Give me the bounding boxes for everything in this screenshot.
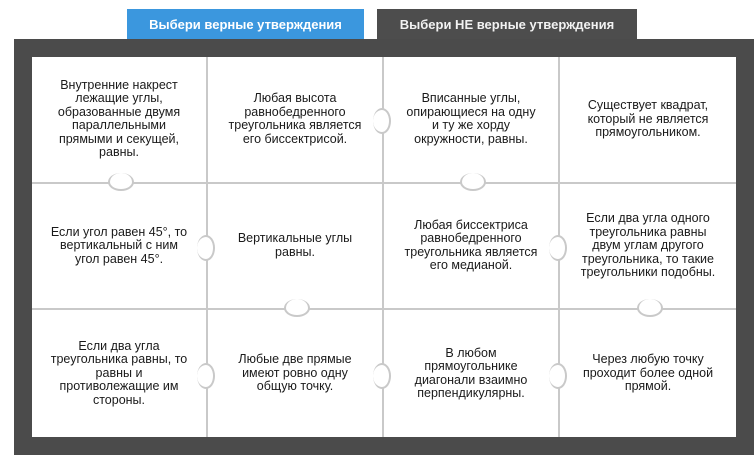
statement-text: Вписанные углы, опирающиеся на одну и ту же хорду окружности, равны. (406, 91, 536, 146)
statement-text: Любая биссектриса равнобедренного треугольника является его медианой. (404, 217, 538, 273)
puzzle-board (14, 39, 754, 455)
statement-tile-11[interactable] (384, 310, 560, 437)
puzzle-knob (197, 235, 215, 261)
statement-tile-10[interactable] (208, 310, 384, 437)
statement-text: Если угол равен 45°, то вертикальный с ним угол равен 45°. (50, 224, 188, 266)
statement-text: Внутренние накрест лежащие углы, образованные двумя параллельными прямыми и секущей, равны. (57, 77, 181, 160)
statement-text: Если два угла одного треугольника равны двум углам другого треугольника, то такие треугольники подобны. (580, 211, 716, 280)
tab-select-false-label: Выбери НЕ верные утверждения (399, 16, 615, 32)
statement-tile-7[interactable] (384, 184, 560, 311)
puzzle-knob (108, 173, 134, 191)
puzzle-knob (197, 363, 215, 389)
puzzle-grid (32, 57, 736, 437)
statement-tile-12[interactable] (560, 310, 736, 437)
tab-select-false[interactable] (377, 9, 637, 39)
statement-tile-5[interactable] (32, 184, 208, 311)
puzzle-knob (460, 173, 486, 191)
statement-tile-9[interactable] (32, 310, 208, 437)
statement-tile-4[interactable] (560, 57, 736, 184)
statement-tile-3[interactable] (384, 57, 560, 184)
statement-tile-1[interactable] (32, 57, 208, 184)
puzzle-knob (549, 363, 567, 389)
statement-text: Любые две прямые имеют ровно одну общую точку. (238, 352, 352, 394)
puzzle-knob (549, 235, 567, 261)
statement-tile-2[interactable] (208, 57, 384, 184)
statement-tile-8[interactable] (560, 184, 736, 311)
statement-text: Вертикальные углы равны. (237, 231, 353, 259)
statement-text: Через любую точку проходит более одной прямой. (582, 352, 714, 394)
statement-text: Любая высота равнобедренного треугольника является его биссектрисой. (228, 91, 362, 146)
statement-text: В любом прямоугольнике диагонали взаимно перпендикулярны. (414, 345, 528, 401)
tab-select-true[interactable] (127, 9, 364, 39)
statement-text: Существует квадрат, который не является прямоугольником. (587, 98, 709, 140)
tab-select-true-label: Выбери верные утверждения (149, 16, 342, 32)
puzzle-knob (373, 363, 391, 389)
statement-tile-6[interactable] (208, 184, 384, 311)
statement-text: Если два угла треугольника равны, то равны и противолежащие им стороны. (50, 338, 188, 407)
